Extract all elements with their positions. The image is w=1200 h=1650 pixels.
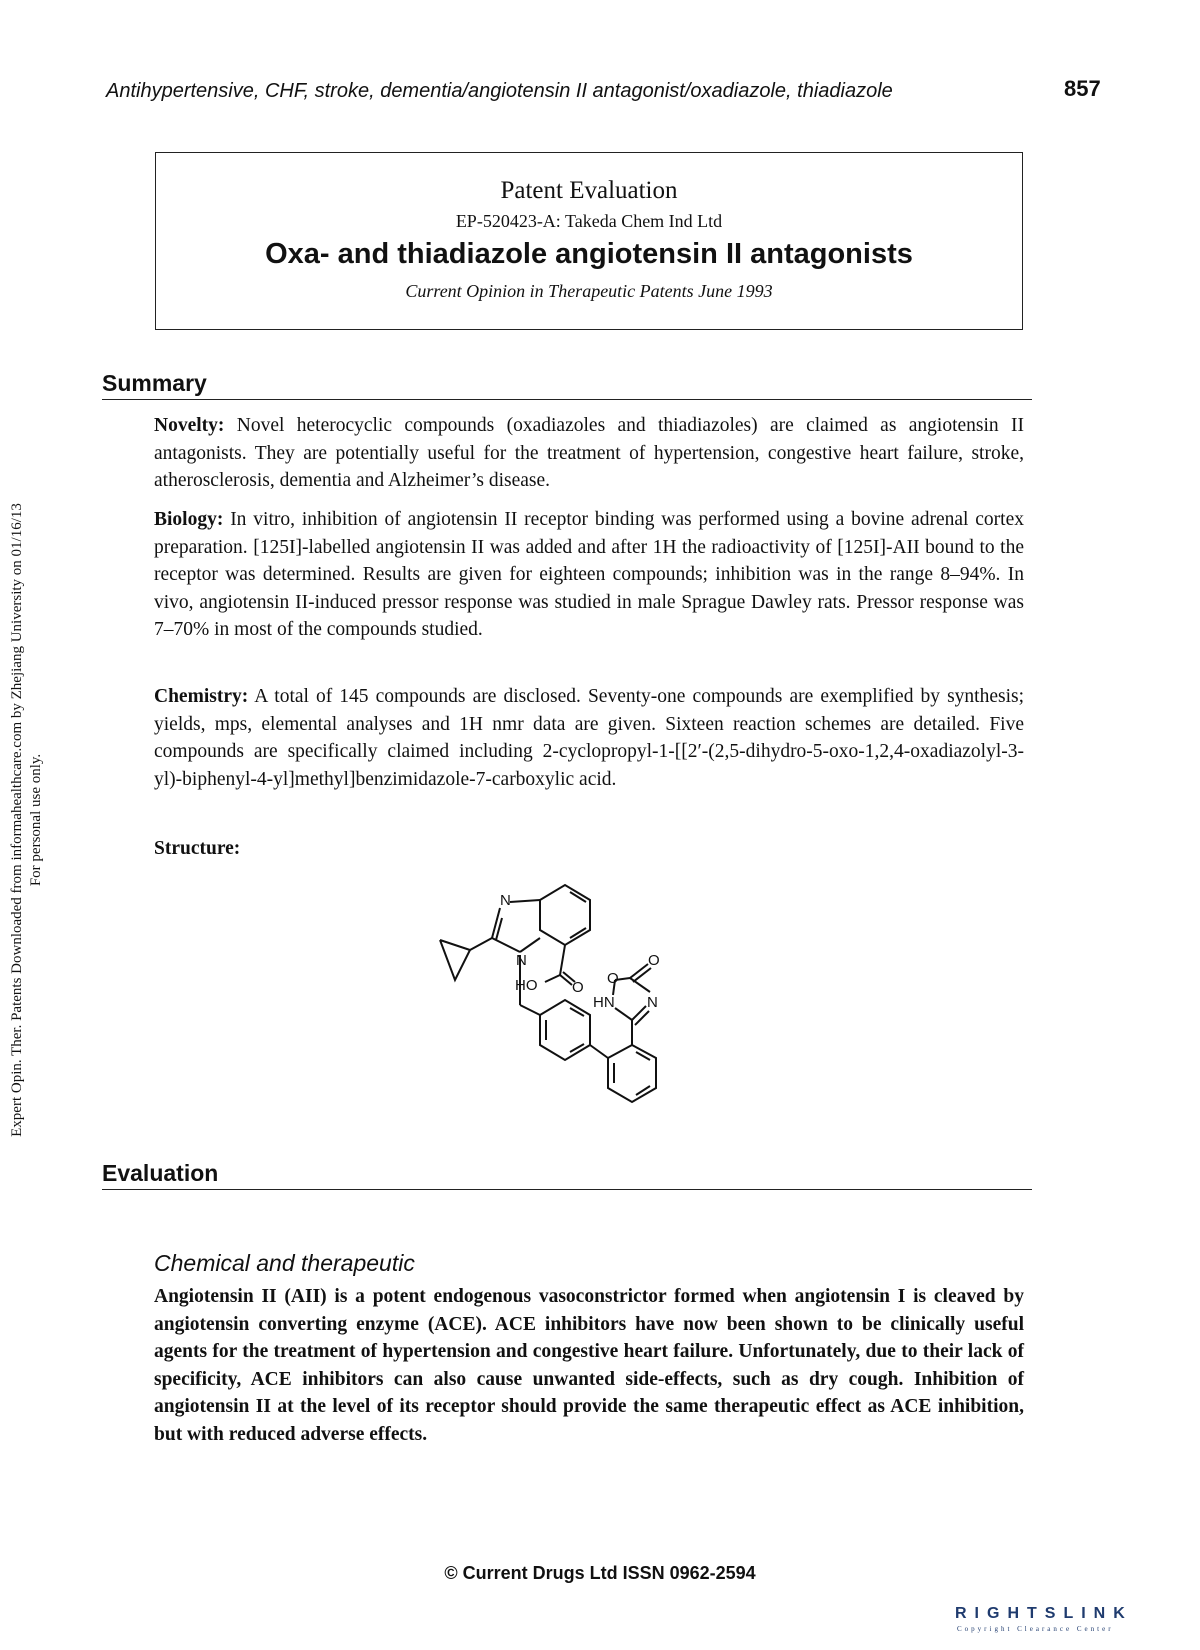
patent-number: EP-520423-A: Takeda Chem Ind Ltd bbox=[455, 211, 723, 231]
phenyl-ring-1 bbox=[540, 1000, 590, 1060]
novelty-text: Novel heterocyclic compounds (oxadiazoles and thiadiazoles) are claimed as angiotensin II antagonists. They are potentially useful for the treatment of hypertension, congestive heart failure, stroke, atherosclerosis, dementia and Alzheimer’s disease. bbox=[154, 415, 1024, 491]
biology-label: Biology: bbox=[154, 509, 224, 530]
evaluation-heading: Evaluation bbox=[102, 1160, 1032, 1190]
novelty-label: Novelty: bbox=[154, 415, 225, 436]
rightslink-subtitle: Copyright Clearance Center bbox=[957, 1625, 1114, 1633]
atom-ho: HO bbox=[515, 977, 538, 994]
atom-o-carbonyl: O bbox=[572, 979, 584, 996]
evaluation-kind: Patent Evaluation bbox=[500, 177, 678, 204]
running-head: Antihypertensive, CHF, stroke, dementia/angiotensin II antagonist/oxadiazole, thiadiazole bbox=[106, 80, 893, 102]
evaluation-body: Angiotensin II (AII) is a potent endogenous vasoconstrictor formed when angiotensin I is cleaved by angiotensin converting enzyme (ACE). ACE inhibitors have now been shown to be clinically useful agents for the treatment of hypertension and congestive heart failure. Unfortunately, due to their lack of specificity, ACE inhibitors can also cause unwanted side-effects, such as dry cough. Inhibition of angiotensin II at the level of its receptor should provide the same therapeutic effect as ACE inhibition, but with reduced adverse effects. bbox=[154, 1286, 1024, 1445]
structure-label: Structure: bbox=[154, 838, 241, 859]
biology-paragraph bbox=[154, 506, 1024, 644]
rightslink-logo: RIGHTSLINK bbox=[955, 1605, 1133, 1622]
chemistry-paragraph bbox=[154, 683, 1024, 793]
atom-n2: N bbox=[516, 952, 527, 969]
journal-source: Current Opinion in Therapeutic Patents June 1993 bbox=[405, 281, 773, 301]
atom-o-keto: O bbox=[648, 952, 660, 969]
footer-copyright: © Current Drugs Ltd ISSN 0962-2594 bbox=[444, 1563, 756, 1583]
chemistry-label: Chemistry: bbox=[154, 686, 249, 707]
biology-text: In vitro, inhibition of angiotensin II receptor binding was performed using a bovine adrenal cortex preparation. [125I]-labelled angiotensin II was added and after 1H the radioactivity of [125I]-AII bound to the receptor was determined. Results are given for eighteen compounds; inhibition was in the range 8–94%. In vivo, angiotensin II-induced pressor response was studied in male Sprague Dawley rats. Pressor response was 7–70% in most of the compounds studied. bbox=[154, 509, 1024, 640]
page-number: 857 bbox=[1064, 76, 1101, 101]
atom-n1: N bbox=[500, 892, 511, 909]
summary-heading: Summary bbox=[102, 370, 1032, 400]
patent-header-box bbox=[155, 152, 1023, 330]
article-title: Oxa- and thiadiazole angiotensin II antagonists bbox=[265, 238, 913, 270]
chemistry-text: A total of 145 compounds are disclosed. Seventy-one compounds are exemplified by synthesis; yields, mps, elemental analyses and 1H nmr data are given. Sixteen reaction schemes are detailed. Five compounds are specifically claimed including 2-cyclopropyl-1-[[2′-(2,5-dihydro-5-oxo-1,2,4-oxadiazolyl-3-yl)-biphenyl-4-yl]methyl]benzimidazole-7-carboxylic acid. bbox=[154, 686, 1024, 790]
benzo-ring bbox=[540, 885, 590, 945]
atom-n3: N bbox=[647, 994, 658, 1011]
phenyl-ring-2 bbox=[608, 1045, 656, 1102]
side-download-note: Expert Opin. Ther. Patents Downloaded from informahealthcare.com by Zhejiang University on 01/16/13 For personal use only. bbox=[9, 503, 44, 1137]
novelty-paragraph bbox=[154, 412, 1024, 495]
cyclopropyl-ring bbox=[440, 940, 470, 980]
chemical-structure bbox=[420, 880, 720, 1130]
atom-o-ring: O bbox=[607, 970, 619, 987]
evaluation-subheading: Chemical and therapeutic bbox=[154, 1250, 415, 1276]
atom-hn: HN bbox=[593, 994, 615, 1011]
